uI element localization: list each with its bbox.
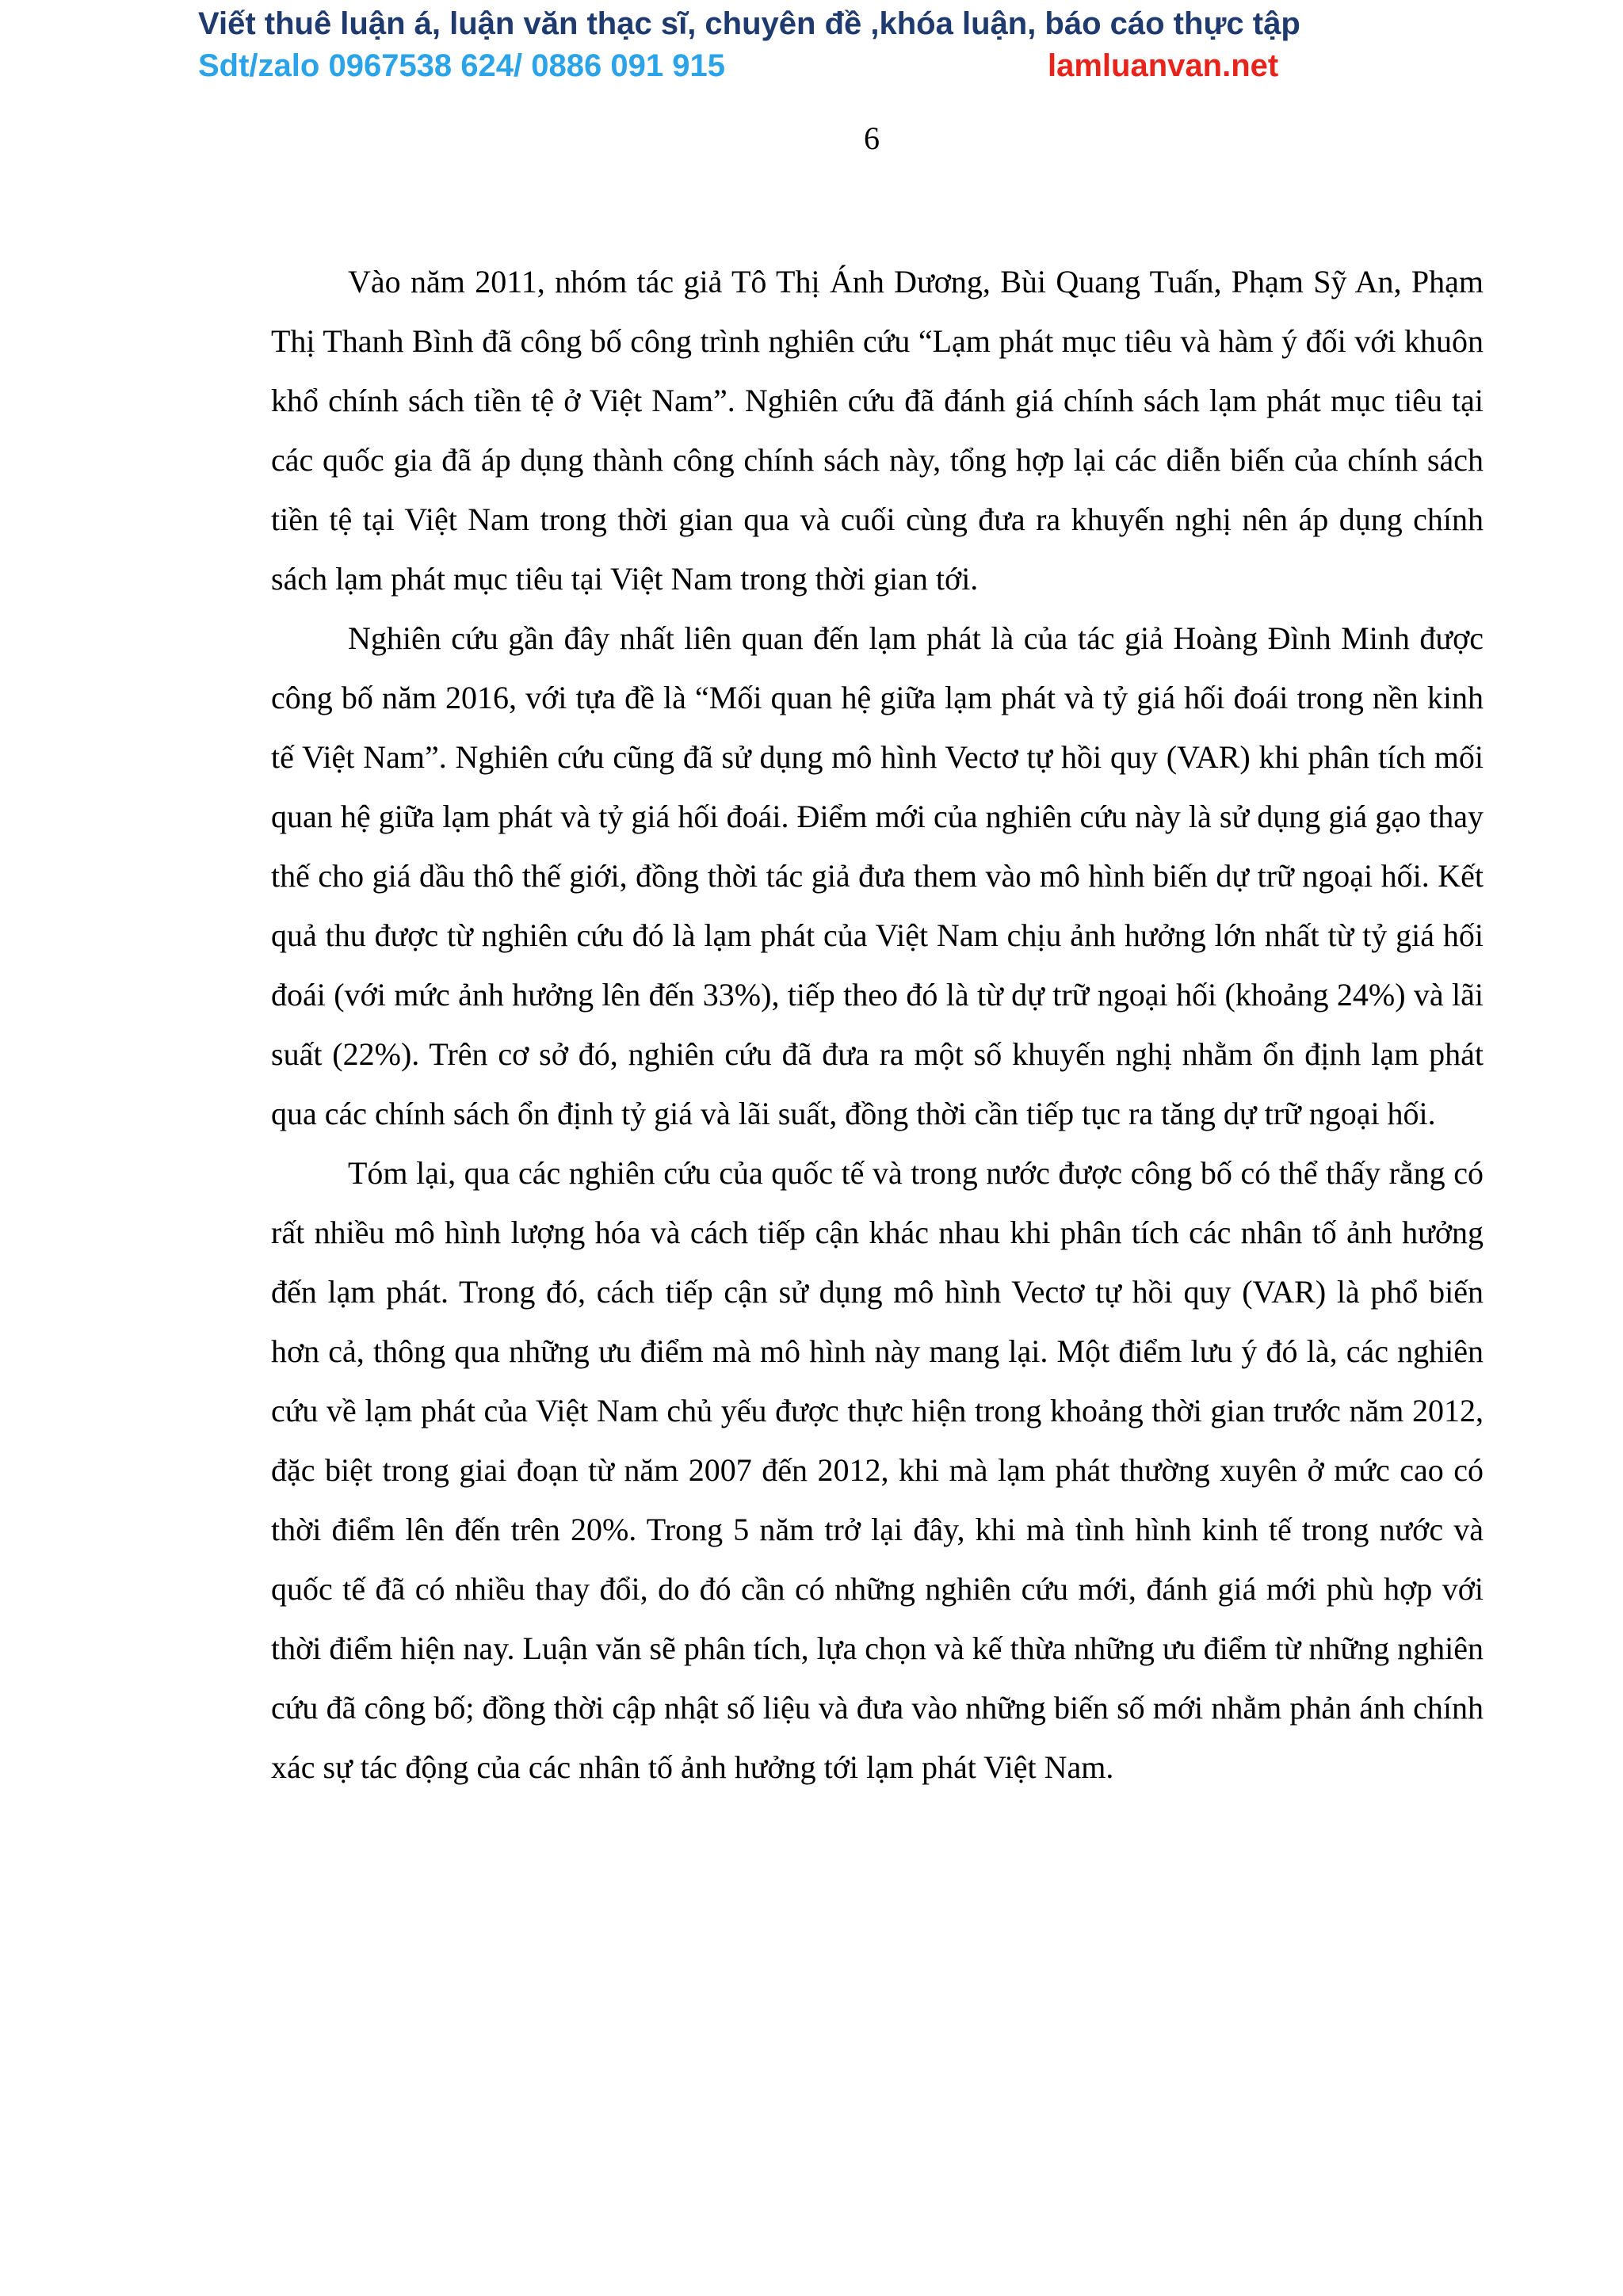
banner-phone: Sdt/zalo 0967538 624/ 0886 091 915 (198, 48, 725, 83)
paragraph-1: Vào năm 2011, nhóm tác giả Tô Thị Ánh Dương, Bùi Quang Tuấn, Phạm Sỹ An, Phạm Thị Thanh Bình đã công bố công trình nghiên cứu “Lạm phát mục tiêu và hàm ý đối với khuôn khổ chính sách tiền tệ ở Việt Nam”. Nghiên cứu đã đánh giá chính sách lạm phát mục tiêu tại các quốc gia đã áp dụng thành công chính sách này, tổng hợp lại các diễn biến của chính sách tiền tệ tại Việt Nam trong thời gian qua và cuối cùng đưa ra khuyến nghị nên áp dụng chính sách lạm phát mục tiêu tại Việt Nam trong thời gian tới. (271, 264, 1484, 597)
banner-title: Viết thuê luận á, luận văn thạc sĩ, chuyên đề ,khóa luận, báo cáo thực tập (198, 6, 1300, 41)
banner-contact-line (198, 44, 1308, 87)
header-banner (198, 3, 1308, 87)
banner-site-link[interactable]: lamluanvan.net (1048, 48, 1279, 83)
paragraph-2: Nghiên cứu gần đây nhất liên quan đến lạm phát là của tác giả Hoàng Đình Minh được công bố năm 2016, với tựa đề là “Mối quan hệ giữa lạm phát và tỷ giá hối đoái trong nền kinh tế Việt Nam”. Nghiên cứu cũng đã sử dụng mô hình Vectơ tự hồi quy (VAR) khi phân tích mối quan hệ giữa lạm phát và tỷ giá hối đoái. Điểm mới của nghiên cứu này là sử dụng giá gạo thay thế cho giá dầu thô thế giới, đồng thời tác giả đưa them vào mô hình biến dự trữ ngoại hối. Kết quả thu được từ nghiên cứu đó là lạm phát của Việt Nam chịu ảnh hưởng lớn nhất từ tỷ giá hối đoái (với mức ảnh hưởng lên đến 33%), tiếp theo đó là từ dự trữ ngoại hối (khoảng 24%) và lãi suất (22%). Trên cơ sở đó, nghiên cứu đã đưa ra một số khuyến nghị nhằm ổn định lạm phát qua các chính sách ổn định tỷ giá và lãi suất, đồng thời cần tiếp tục ra tăng dự trữ ngoại hối. (271, 620, 1484, 1131)
body-text (271, 252, 1484, 1797)
page-number: 6 (864, 120, 880, 156)
paragraph-3: Tóm lại, qua các nghiên cứu của quốc tế và trong nước được công bố có thể thấy rằng có rất nhiều mô hình lượng hóa và cách tiếp cận khác nhau khi phân tích các nhân tố ảnh hưởng đến lạm phát. Trong đó, cách tiếp cận sử dụng mô hình Vectơ tự hồi quy (VAR) là phổ biến hơn cả, thông qua những ưu điểm mà mô hình này mang lại. Một điểm lưu ý đó là, các nghiên cứu về lạm phát của Việt Nam chủ yếu được thực hiện trong khoảng thời gian trước năm 2012, đặc biệt trong giai đoạn từ năm 2007 đến 2012, khi mà lạm phát thường xuyên ở mức cao có thời điểm lên đến trên 20%. Trong 5 năm trở lại đây, khi mà tình hình kinh tế trong nước và quốc tế đã có nhiều thay đổi, do đó cần có những nghiên cứu mới, đánh giá mới phù hợp với thời điểm hiện nay. Luận văn sẽ phân tích, lựa chọn và kế thừa những ưu điểm từ những nghiên cứu đã công bố; đồng thời cập nhật số liệu và đưa vào những biến số mới nhằm phản ánh chính xác sự tác động của các nhân tố ảnh hưởng tới lạm phát Việt Nam. (271, 1155, 1484, 1785)
